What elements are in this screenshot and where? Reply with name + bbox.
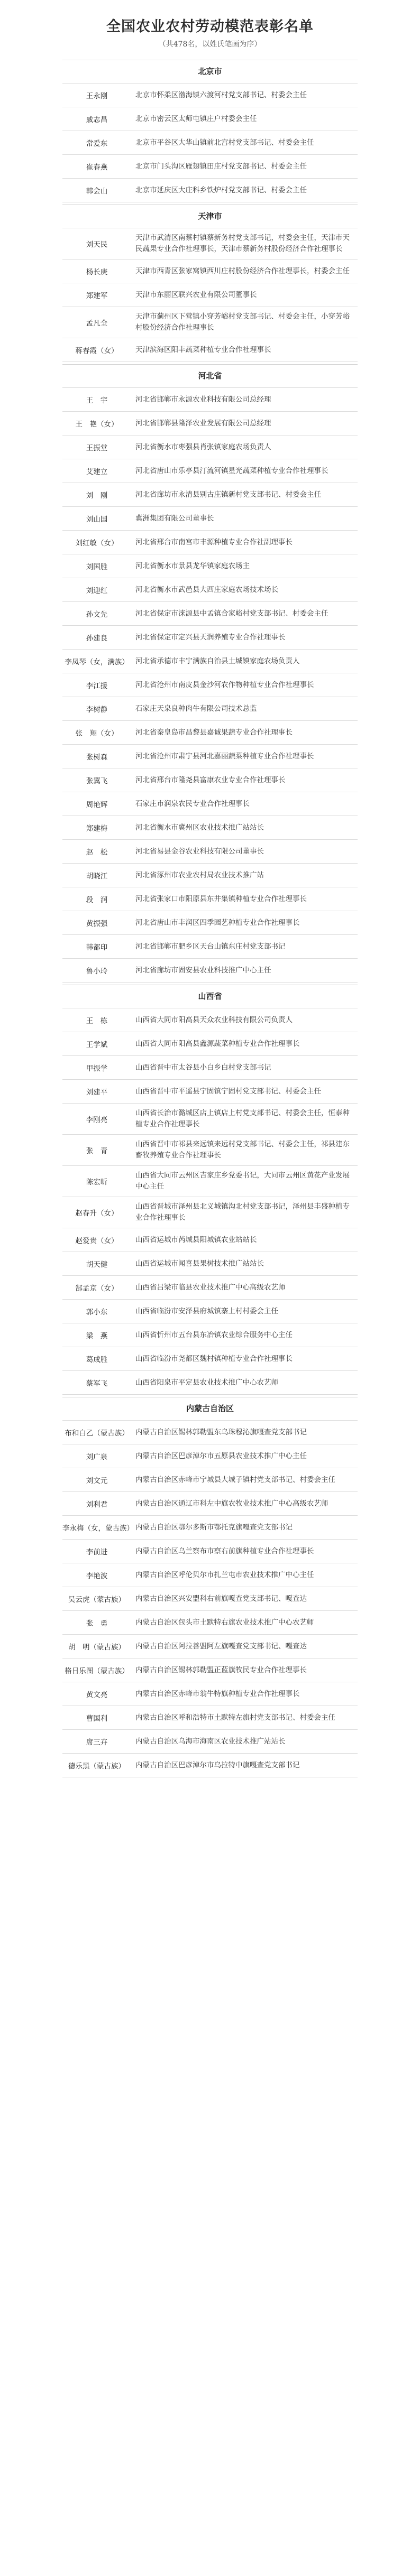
table-row [62,411,358,435]
honoree-affiliation: 石家庄天泉良种肉牛有限公司技术总监 [135,704,257,713]
honoree-affiliation: 内蒙古自治区赤峰市翁牛特旗种植专业合作社理事长 [135,1689,300,1698]
table-row [62,1420,358,1444]
table-row [62,154,358,178]
honoree-affiliation: 山西省晋城市泽州县北义城镇沟北村党支部书记，泽州县丰盛种植专业合作社理事长 [135,1202,350,1222]
honoree-name: 王学斌 [86,1041,108,1049]
honoree-name: 葛成胜 [86,1356,108,1364]
honoree-name: 孙文先 [86,610,108,619]
honoree-name: 胡 明（蒙古族） [68,1643,125,1652]
honoree-affiliation: 内蒙古自治区阿拉善盟阿左旗嘎查党支部书记、嘎查达 [135,1642,307,1651]
honoree-name: 黄振强 [86,920,108,928]
table-row [62,1299,358,1323]
region-header: 河北省 [62,364,358,387]
honoree-affiliation: 山西省运城市闻喜县果树技术推广站站长 [135,1259,264,1268]
region-header: 内蒙古自治区 [62,1397,358,1420]
table-row [62,259,358,283]
table-row [62,483,358,506]
honoree-affiliation: 山西省临汾市尧都区魏村镇种植专业合作社理事长 [135,1354,293,1363]
honoree-name: 张翼飞 [86,777,108,785]
honoree-affiliation: 河北省邢台市隆尧县富康农业专业合作社理事长 [135,775,286,784]
honoree-name: 胡天健 [86,1261,108,1269]
table-row [62,83,358,107]
honoree-affiliation: 天津市武清区南蔡村镇蔡新务村党支部书记，村委会主任，天津市天民蔬果专业合作社理事长，天津市蔡新务村股份经济合作社理事长 [135,234,350,253]
table-row [62,792,358,816]
document-subtitle: （共478名，以姓氏笔画为序） [158,40,262,49]
honoree-affiliation: 内蒙古自治区锡林郭勒盟正蓝旗牧民专业合作社理事长 [135,1665,307,1674]
honoree-name: 艾建立 [86,468,108,476]
region-header: 北京市 [62,60,358,83]
honoree-affiliation: 河北省承德市丰宁满族自治县土城镇家庭农场负责人 [135,656,300,665]
honoree-affiliation: 天津滨海区阳丰蔬菜种植专业合作社理事长 [135,345,271,354]
honoree-affiliation: 山西省大同市云州区吉家庄乡党委书记，大同市云州区黄花产业发展中心主任 [135,1171,350,1191]
honoree-affiliation: 天津市东丽区联兴农业有限公司董事长 [135,290,257,299]
honoree-affiliation: 内蒙古自治区巴彦淖尔市五原县农业技术推广中心主任 [135,1451,307,1460]
honoree-name: 张 勇 [86,1619,108,1628]
honoree-name: 张 翔（女） [75,729,118,738]
table-row [62,816,358,839]
honoree-affiliation: 内蒙古自治区赤峰市宁城县大城子镇村党支部书记、村委会主任 [135,1475,335,1484]
honoree-affiliation: 北京市门头沟区雁翅镇田庄村党支部书记、村委会主任 [135,162,307,171]
table-row [62,1134,358,1165]
honoree-affiliation: 河北省廊坊市永清县别古庄镇新村党支部书记、村委会主任 [135,490,321,499]
table-row [62,1563,358,1587]
table-row [62,1444,358,1468]
honoree-name: 蔡军飞 [86,1379,108,1388]
honoree-name: 李凤琴（女，满族） [65,658,129,666]
sections-container [62,60,358,1777]
honoree-affiliation: 内蒙古自治区呼和浩特市土默特左旗村党支部书记、村委会主任 [135,1713,335,1722]
honoree-name: 刘广泉 [86,1453,108,1461]
honoree-name: 刘迎红 [86,587,108,595]
honoree-affiliation: 河北省衡水市冀州区农业技术推广站站长 [135,823,264,832]
honoree-name: 蒋春霞（女） [75,347,118,355]
table-row [62,1753,358,1777]
honoree-affiliation: 河北省唐山市丰润区四季园艺种植专业合作社理事长 [135,918,300,927]
honoree-affiliation: 北京市延庆区大庄科乡铁炉村党支部书记、村委会主任 [135,186,307,194]
table-row [62,338,358,362]
table-row [62,1103,358,1134]
honoree-affiliation: 河北省涿州市农业农村局农业技术推广站 [135,870,264,879]
honoree-affiliation: 冀洲集团有限公司董事长 [135,514,214,523]
honoree-name: 鲁小玲 [86,967,108,976]
honoree-affiliation: 河北省保定市定兴县天润养殖专业合作社理事长 [135,633,286,642]
honoree-affiliation: 内蒙古自治区呼伦贝尔市扎兰屯市农业技术推广中心主任 [135,1570,314,1579]
honoree-affiliation: 河北省廊坊市固安县农业科技推广中心主任 [135,966,271,975]
honoree-name: 刘利君 [86,1500,108,1509]
honoree-affiliation: 天津市蓟州区下营镇小穿芳峪村党支部书记、村委会主任，小穿芳峪村股份经济合作社理事长 [135,312,350,332]
honoree-name: 李前进 [86,1548,108,1556]
honoree-affiliation: 石家庄市润泉农民专业合作社理事长 [135,799,250,808]
region-header: 天津市 [62,205,358,228]
honoree-name: 曹国利 [86,1715,108,1723]
honoree-name: 崔春燕 [86,163,108,172]
region-header: 山西省 [62,985,358,1008]
table-row [62,131,358,154]
honoree-name: 李永梅（女，蒙古族） [62,1524,134,1533]
table-row [62,283,358,307]
region-section [62,985,358,1395]
honoree-name: 李树静 [86,706,108,714]
honoree-affiliation: 河北省邢台市南宫市丰源种植专业合作社副理事长 [135,538,293,546]
table-row [62,554,358,578]
honoree-affiliation: 内蒙古自治区兴安盟科右前旗嘎查党支部书记、嘎查达 [135,1594,307,1603]
honoree-name: 杨长庚 [86,268,108,276]
honoree-name: 黄文亮 [86,1691,108,1699]
table-row [62,601,358,625]
table-row [62,578,358,601]
table-row [62,1370,358,1395]
honoree-name: 郑建梅 [86,824,108,833]
table-row [62,1610,358,1634]
honoree-name: 段 润 [86,896,108,904]
honoree-name: 胡晓江 [86,872,108,881]
honoree-affiliation: 河北省邯郸县隆泽农业发展有限公司总经理 [135,419,271,428]
table-row [62,744,358,768]
honoree-affiliation: 河北省邯郸市肥乡区天台山镇东庄村党支部书记 [135,942,286,951]
table-row [62,1197,358,1228]
table-row [62,459,358,483]
table-row [62,1275,358,1299]
table-row [62,720,358,744]
table-row [62,1468,358,1491]
honoree-affiliation: 山西省临汾市安泽县府城镇寨上村村委会主任 [135,1306,278,1315]
region-section [62,60,358,202]
honoree-name: 布和白乙（蒙古族） [65,1429,129,1438]
honoree-name: 刘 刚 [86,492,108,500]
table-row [62,958,358,983]
region-section [62,205,358,362]
honoree-name: 刘天民 [86,240,108,249]
table-row [62,1165,358,1197]
honoree-name: 郜孟京（女） [75,1284,118,1293]
table-row [62,1658,358,1682]
honoree-name: 韩都印 [86,943,108,952]
honoree-affiliation: 山西省晋中市太谷县小白乡白村党支部书记 [135,1063,271,1072]
table-row [62,228,358,259]
honoree-affiliation: 山西省阳泉市平定县农业技术推广中心农艺师 [135,1378,278,1387]
table-row [62,530,358,554]
table-row [62,1228,358,1252]
table-row [62,1729,358,1753]
honoree-name: 赵春升（女） [75,1209,118,1218]
honoree-name: 格日乐图（蒙古族） [65,1667,129,1675]
honoree-name: 王振堂 [86,444,108,452]
honoree-name: 刘文元 [86,1477,108,1485]
honoree-affiliation: 内蒙古自治区乌兰察布市察右前旗种植专业合作社理事长 [135,1546,314,1555]
table-row [62,911,358,934]
table-row [62,863,358,887]
honoree-name: 周艳辉 [86,801,108,809]
honoree-affiliation: 山西省忻州市五台县东冶镇农业综合服务中心主任 [135,1330,293,1339]
honoree-affiliation: 内蒙古自治区包头市土默特右旗农业技术推广中心农艺师 [135,1618,314,1627]
table-row [62,1055,358,1079]
table-row [62,435,358,459]
table-row [62,768,358,792]
honoree-affiliation: 河北省保定市涞源县中孟镇合家峪村党支部书记、村委会主任 [135,609,328,618]
honoree-name: 郑建军 [86,292,108,300]
honoree-name: 孟凡全 [86,319,108,328]
honoree-affiliation: 内蒙古自治区锡林郭勒盟东乌珠穆沁旗嘎查党支部书记 [135,1428,307,1437]
honoree-affiliation: 河北省沧州市南皮县金沙河农作物种植专业合作社理事长 [135,680,314,689]
table-row [62,839,358,863]
table-row [62,887,358,911]
table-row [62,1323,358,1347]
honoree-affiliation: 天津市西青区张家窝镇西川庄村股份经济合作社理事长，村委会主任 [135,266,350,275]
honoree-affiliation: 河北省衡水市枣强县肖张镇家庭农场负责人 [135,442,271,451]
honoree-affiliation: 河北省易县金谷农业科技有限公司董事长 [135,847,264,856]
honoree-affiliation: 北京市平谷区大华山镇前北宫村党支部书记、村委会主任 [135,138,314,147]
honoree-affiliation: 河北省唐山市乐亭县汀流河镇星光蔬菜种植专业合作社理事长 [135,466,328,475]
honoree-affiliation: 河北省衡水市景县龙华镇家庭农场主 [135,561,250,570]
table-row [62,1252,358,1275]
honoree-name: 赵 松 [86,848,108,857]
table-row [62,387,358,411]
honoree-affiliation: 河北省沧州市肃宁县河北嘉丽蔬菜种植专业合作社理事长 [135,752,314,761]
region-section [62,364,358,983]
honoree-name: 刘建平 [86,1088,108,1097]
honoree-name: 李艳波 [86,1572,108,1580]
honoree-name: 李江援 [86,682,108,690]
honoree-affiliation: 山西省晋中市平遥县宁固镇宁固村党支部书记、村委会主任 [135,1087,321,1096]
honoree-affiliation: 北京市密云区太师屯镇庄户村委会主任 [135,114,257,123]
honoree-name: 梁 燕 [86,1332,108,1340]
table-row [62,625,358,649]
honoree-affiliation: 内蒙古自治区通辽市科左中旗农牧业技术推广中心高级农艺师 [135,1499,328,1508]
honoree-name: 常爱东 [86,140,108,148]
honoree-affiliation: 山西省运城市芮城县阳城镇农业站站长 [135,1235,257,1244]
honoree-affiliation: 河北省衡水市武邑县大西庄家庭农场技术场长 [135,585,278,594]
honoree-name: 德乐黑（蒙古族） [68,1762,125,1771]
table-row [62,1539,358,1563]
honoree-affiliation: 山西省大同市阳高县鑫源蔬菜种植专业合作社理事长 [135,1039,300,1048]
honoree-name: 刘国胜 [86,563,108,571]
honoree-name: 李刚亮 [86,1116,108,1124]
honoree-name: 刘红敏（女） [75,539,118,548]
honoree-name: 王 艳（女） [75,420,118,429]
honoree-affiliation: 内蒙古自治区巴彦淖尔市乌拉特中旗嘎查党支部书记 [135,1760,300,1769]
table-row [62,697,358,720]
table-row [62,673,358,697]
honoree-affiliation: 河北省张家口市阳原县东井集镇种植专业合作社理事长 [135,894,307,903]
honoree-name: 孙建良 [86,634,108,643]
honoree-affiliation: 内蒙古自治区乌海市海南区农业技术推广站站长 [135,1737,286,1746]
table-row [62,1008,358,1032]
honoree-name: 甲振学 [86,1064,108,1073]
table-row [62,1032,358,1055]
table-row [62,1079,358,1103]
honoree-name: 吴云虎（蒙古族） [68,1596,125,1604]
honoree-affiliation: 内蒙古自治区鄂尔多斯市鄂托克旗嘎查党支部书记 [135,1523,293,1532]
honoree-affiliation: 山西省长治市潞城区店上镇店上村党支部书记、村委会主任，恒泰种植专业合作社理事长 [135,1109,350,1128]
honoree-affiliation: 北京市怀柔区渤海镇六渡河村党支部书记、村委会主任 [135,90,307,99]
honoree-name: 王永刚 [86,92,108,100]
honoree-affiliation: 山西省大同市阳高县天众农业科技有限公司负责人 [135,1015,293,1024]
honoree-affiliation: 河北省邯郸市永源农业科技有限公司总经理 [135,395,271,404]
honoree-name: 张树森 [86,753,108,762]
table-row [62,1347,358,1370]
honoree-name: 郭小东 [86,1308,108,1317]
region-section [62,1397,358,1777]
honoree-name: 陈宏昕 [86,1178,108,1187]
table-row [62,1682,358,1706]
honoree-name: 戚志昌 [86,116,108,124]
honoree-name: 席三卉 [86,1738,108,1747]
table-row [62,307,358,338]
table-row [62,1515,358,1539]
table-row [62,506,358,530]
honoree-name: 韩会山 [86,187,108,196]
honoree-affiliation: 山西省吕梁市临县农业技术推广中心高级农艺师 [135,1283,286,1292]
table-row [62,178,358,202]
table-row [62,107,358,131]
document-title: 全国农业农村劳动模范表彰名单 [106,18,314,35]
table-row [62,1634,358,1658]
honoree-name: 王 栋 [86,1017,108,1025]
table-row [62,934,358,958]
table-row [62,1491,358,1515]
table-row [62,649,358,673]
honoree-affiliation: 河北省秦皇岛市昌黎县嘉诚果蔬专业合作社理事长 [135,728,293,737]
honoree-name: 刘山国 [86,515,108,524]
table-row [62,1706,358,1729]
table-row [62,1587,358,1610]
honoree-name: 王 宇 [86,396,108,405]
honoree-affiliation: 山西省晋中市祁县来远镇来远村党支部书记、村委会主任，祁县建东畜牧养殖专业合作社理事长 [135,1140,350,1160]
honoree-name: 张 青 [86,1147,108,1155]
honoree-name: 赵爱贵（女） [75,1237,118,1245]
